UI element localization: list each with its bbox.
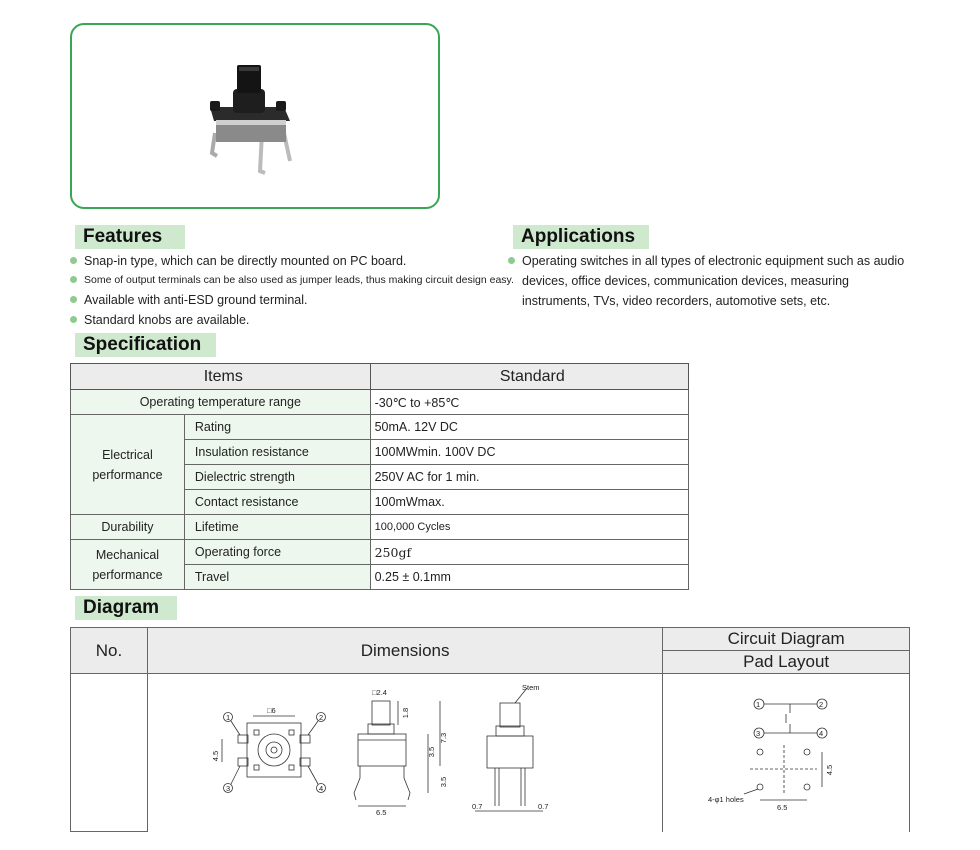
- table-row: [71, 540, 689, 565]
- circuit-pin-2: 2: [819, 700, 824, 709]
- specification-title: Specification: [75, 333, 216, 357]
- bullet-icon: [70, 257, 77, 264]
- operating-force-label: Operating force: [184, 540, 370, 565]
- operating-temp-value: -30℃ to +85℃: [370, 390, 688, 415]
- diagram-title: Diagram: [75, 596, 177, 620]
- side-lead-left: 0.7: [472, 802, 483, 811]
- contact-value: 100mWmax.: [370, 490, 688, 515]
- travel-value: 0.25 ± 0.1mm: [370, 565, 688, 590]
- table-row: [71, 515, 689, 540]
- front-pitch-label: 6.5: [376, 808, 387, 817]
- travel-label: Travel: [184, 565, 370, 590]
- pad-pitch-y-label: 4.5: [825, 764, 834, 776]
- bullet-icon: [508, 257, 515, 264]
- front-stem-h-label: 1.8: [401, 707, 410, 719]
- col-circuit-diagram: Circuit Diagram: [663, 628, 910, 651]
- lifetime-label: Lifetime: [184, 515, 370, 540]
- dielectric-value: 250V AC for 1 min.: [370, 465, 688, 490]
- circuit-pin-1: 1: [756, 700, 761, 709]
- top-pin-4: 4: [319, 784, 324, 793]
- bullet-icon: [70, 276, 77, 283]
- rating-label: Rating: [184, 415, 370, 440]
- application-line: devices, office devices, communication devices, measuring: [522, 274, 850, 288]
- pad-pitch-x-label: 6.5: [777, 803, 788, 812]
- side-lead-right: 0.7: [538, 802, 549, 811]
- top-pin-2: 2: [319, 713, 324, 722]
- front-stem-label: □2.4: [372, 688, 387, 697]
- spec-header-row: [71, 364, 689, 390]
- features-title: Features: [75, 225, 185, 249]
- specification-table: [70, 363, 689, 590]
- col-dimensions: Dimensions: [147, 628, 662, 674]
- circuit-pad-drawing: [700, 690, 860, 820]
- front-lead-h-label: 3.5: [439, 776, 448, 788]
- dimension-drawings: [210, 678, 570, 820]
- contact-label: Contact resistance: [184, 490, 370, 515]
- front-total-h-label: 7.3: [439, 732, 448, 744]
- top-pin-3: 3: [226, 784, 231, 793]
- application-line: Operating switches in all types of electronic equipment such as audio: [508, 252, 904, 272]
- electrical-group: Electrical performance: [71, 415, 185, 515]
- feature-item: Some of output terminals can be also used as jumper leads, thus making circuit design easy.: [70, 271, 514, 291]
- applications-title: Applications: [513, 225, 649, 249]
- top-view-body: [247, 723, 301, 777]
- side-stem-label: Stem: [522, 683, 540, 692]
- pad-holes-label: 4-φ1 holes: [708, 795, 744, 804]
- bullet-icon: [70, 316, 77, 323]
- rating-value: 50mA. 12V DC: [370, 415, 688, 440]
- feature-item: Available with anti-ESD ground terminal.: [70, 291, 308, 311]
- mechanical-group: Mechanical performance: [71, 540, 185, 590]
- feature-item: Standard knobs are available.: [70, 311, 249, 331]
- lifetime-value: 100,000 Cycles: [370, 515, 688, 540]
- product-photo-frame: [70, 23, 440, 209]
- dielectric-label: Dielectric strength: [184, 465, 370, 490]
- operating-force-value: 250gf: [370, 540, 688, 565]
- table-row: [71, 390, 689, 415]
- col-items: Items: [71, 364, 371, 390]
- no-cell: [71, 674, 148, 832]
- durability-group: Durability: [71, 515, 185, 540]
- col-no: No.: [71, 628, 148, 674]
- operating-temp-label: Operating temperature range: [71, 390, 371, 415]
- application-line: instruments, TVs, video recorders, automotive sets, etc.: [522, 294, 831, 308]
- front-body-h-label: 3.5: [427, 746, 436, 758]
- feature-item: Snap-in type, which can be directly mounted on PC board.: [70, 252, 406, 272]
- insulation-value: 100MWmin. 100V DC: [370, 440, 688, 465]
- insulation-label: Insulation resistance: [184, 440, 370, 465]
- bullet-icon: [70, 296, 77, 303]
- col-standard: Standard: [370, 364, 688, 390]
- top-pin-1: 1: [226, 713, 231, 722]
- circuit-pin-4: 4: [819, 729, 824, 738]
- table-row: [71, 415, 689, 440]
- top-pitch-label: 4.5: [211, 750, 220, 762]
- circuit-pin-3: 3: [756, 729, 761, 738]
- top-width-label: □6: [267, 706, 276, 715]
- col-pad-layout: Pad Layout: [663, 651, 910, 674]
- tact-switch-image: [72, 25, 438, 207]
